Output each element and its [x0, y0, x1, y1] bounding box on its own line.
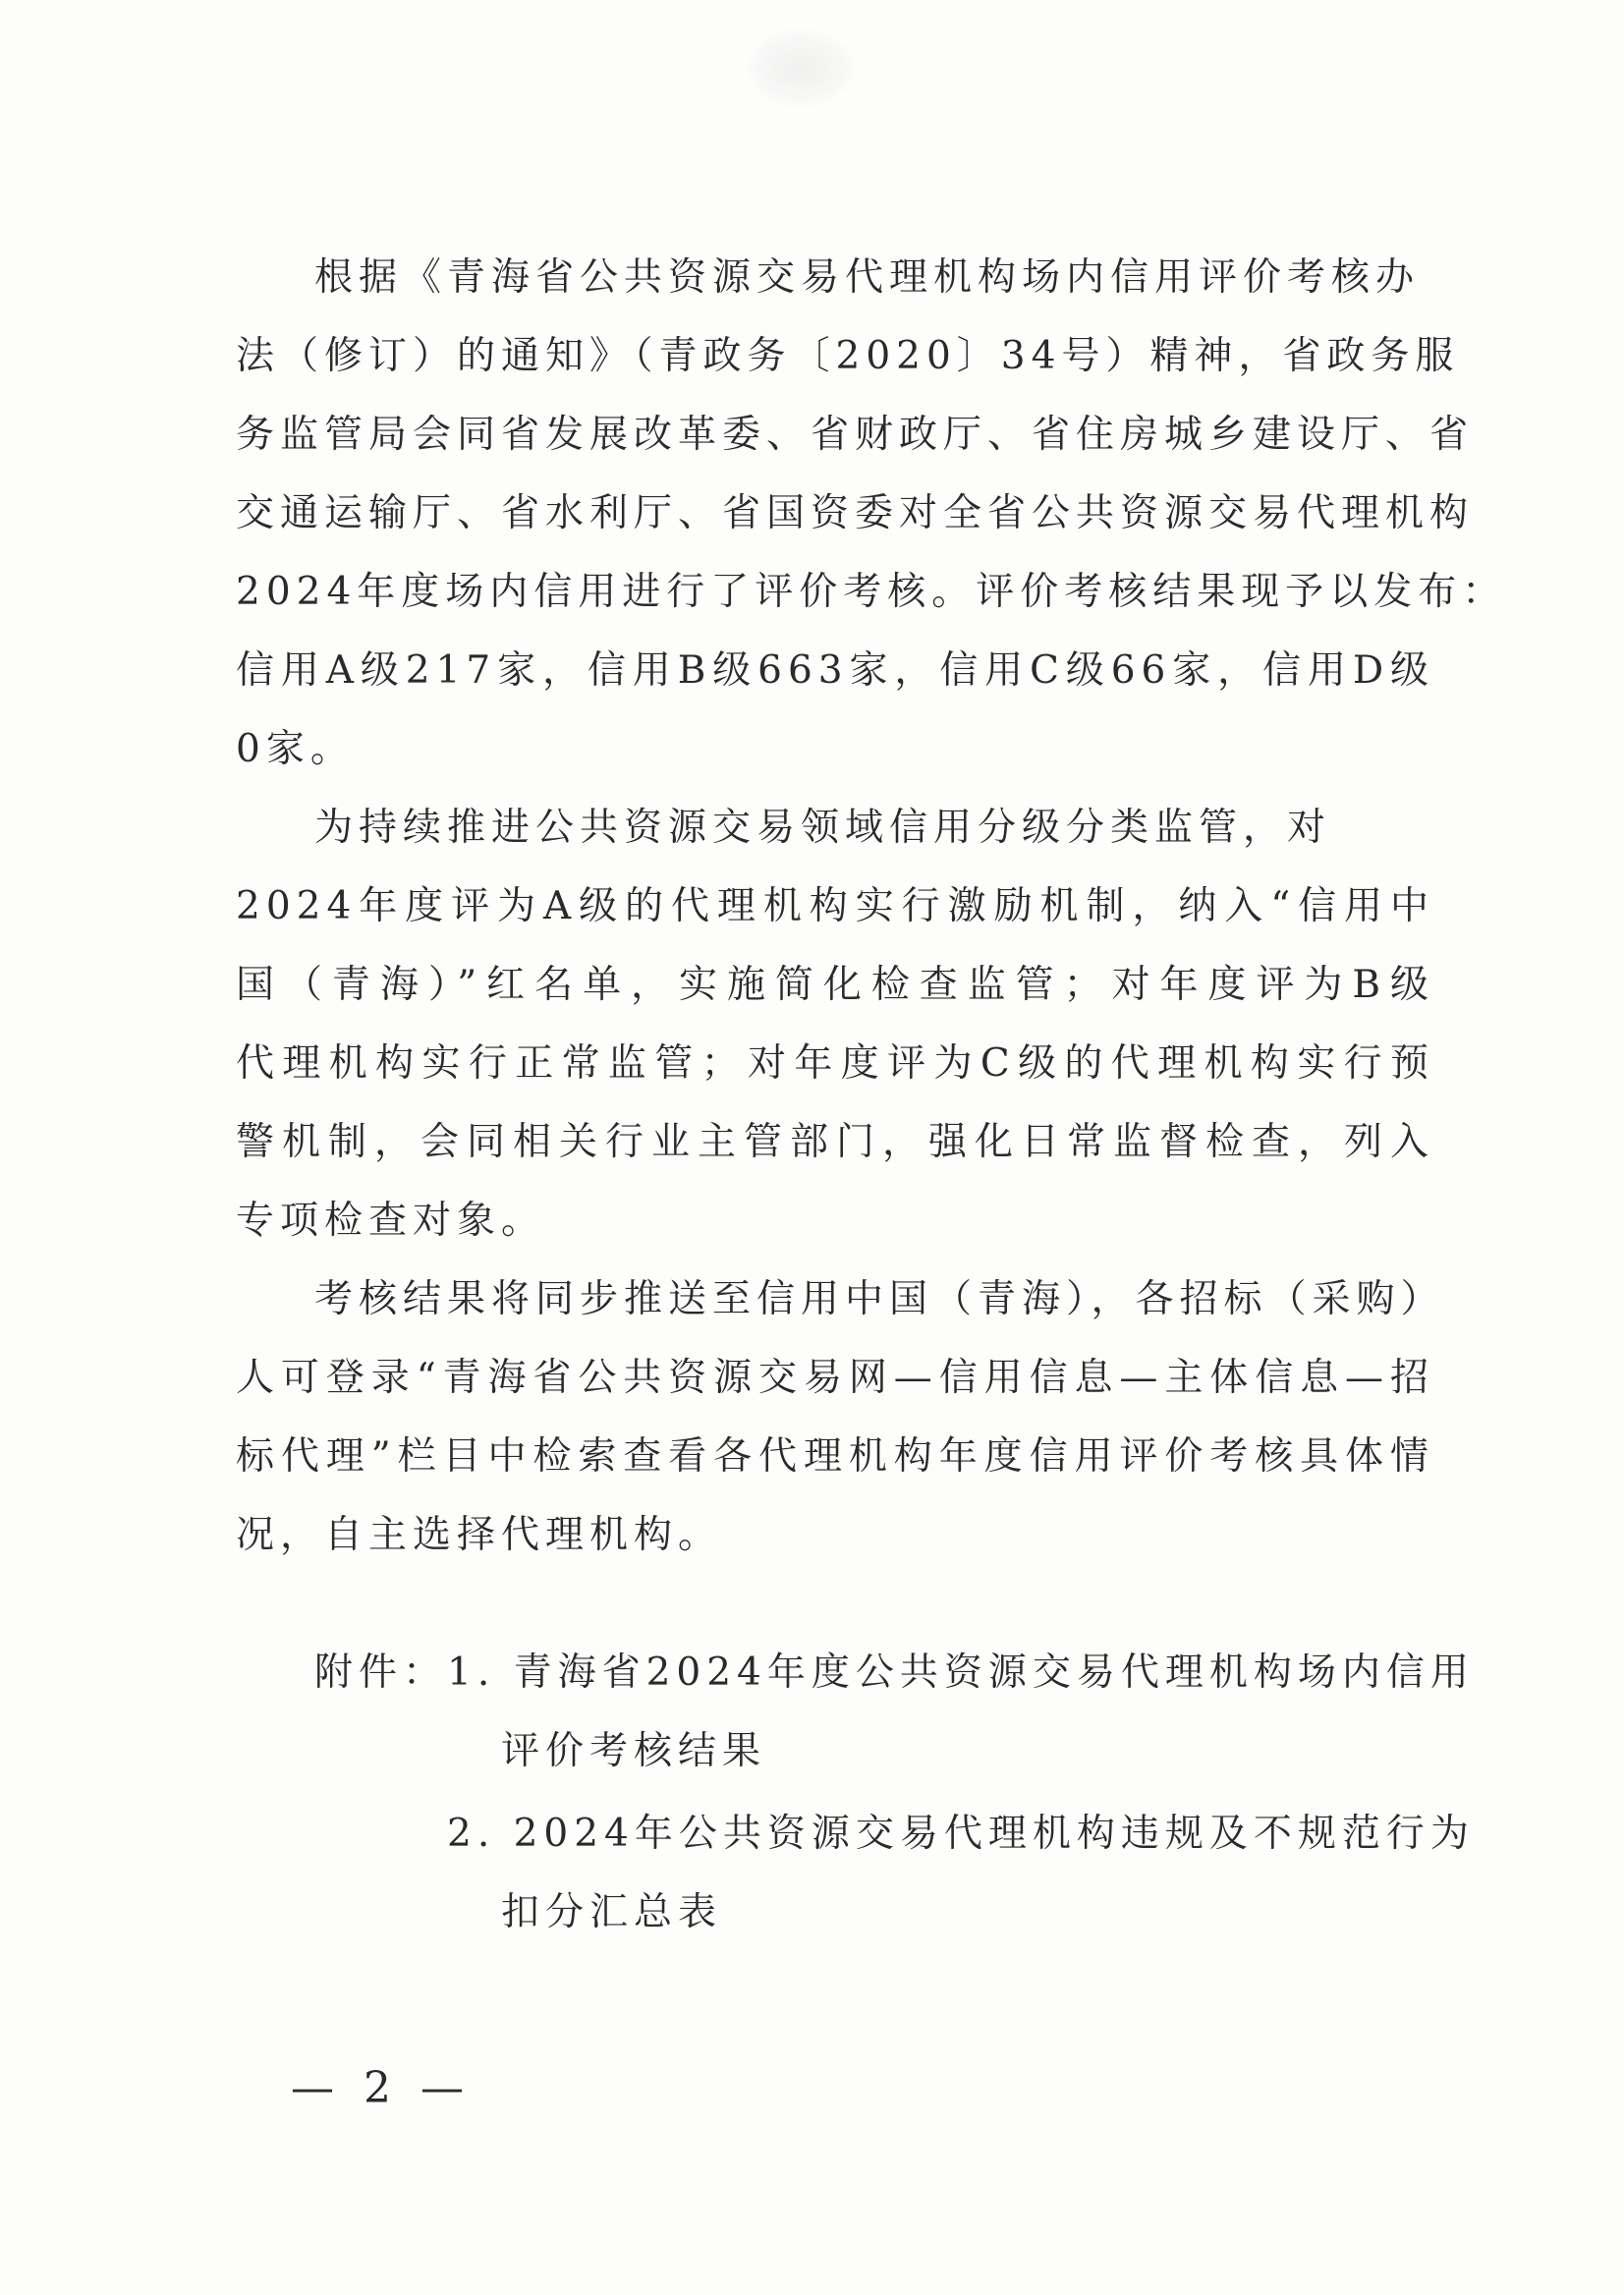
attachment-2-line-2: 扣分汇总表 [501, 1890, 723, 1934]
paragraph-1-line-4: 交通运输厅、省水利厅、省国资委对全省公共资源交易代理机构 [236, 491, 1475, 535]
paragraph-1-line-1: 根据《青海省公共资源交易代理机构场内信用评价考核办 [314, 255, 1421, 300]
paragraph-1-line-5: 2024年度场内信用进行了评价考核。评价考核结果现予以发布： [236, 570, 1507, 614]
paragraph-3-line-4: 况，自主选择代理机构。 [236, 1513, 723, 1557]
attachment-1-line-2: 评价考核结果 [501, 1729, 767, 1773]
paragraph-2-line-2: 2024年度评为A级的代理机构实行激励机制，纳入“信用中 [236, 884, 1434, 928]
scan-smudge [747, 29, 855, 108]
paragraph-1-line-7: 0家。 [236, 727, 355, 771]
paragraph-2-line-6: 专项检查对象。 [236, 1199, 546, 1243]
paragraph-2-line-5: 警机制，会同相关行业主管部门，强化日常监督检查，列入 [236, 1120, 1434, 1164]
paragraph-3-line-2: 人可登录“青海省公共资源交易网—信用信息—主体信息—招 [236, 1356, 1434, 1400]
paragraph-2-line-4: 代理机构实行正常监管；对年度评为C级的代理机构实行预 [236, 1041, 1434, 1086]
attachment-1-line-1: 附件：1. 青海省2024年度公共资源交易代理机构场内信用 [314, 1651, 1475, 1695]
paragraph-3-line-1: 考核结果将同步推送至信用中国（青海），各招标（采购） [314, 1277, 1445, 1321]
paragraph-1-line-3: 务监管局会同省发展改革委、省财政厅、省住房城乡建设厅、省 [236, 413, 1475, 457]
paragraph-1-line-6: 信用A级217家，信用B级663家，信用C级66家，信用D级 [236, 648, 1434, 693]
page-number: — 2 — [291, 2063, 472, 2113]
paragraph-3-line-3: 标代理”栏目中检索查看各代理机构年度信用评价考核具体情 [236, 1434, 1434, 1479]
paragraph-1-line-2: 法（修订）的通知》（青政务〔2020〕34号）精神，省政务服 [236, 334, 1460, 378]
paragraph-2-line-1: 为持续推进公共资源交易领域信用分级分类监管，对 [314, 806, 1332, 850]
attachment-2-line-1: 2. 2024年公共资源交易代理机构违规及不规范行为 [447, 1812, 1475, 1856]
paragraph-2-line-3: 国（青海）”红名单，实施简化检查监管；对年度评为B级 [236, 963, 1434, 1007]
